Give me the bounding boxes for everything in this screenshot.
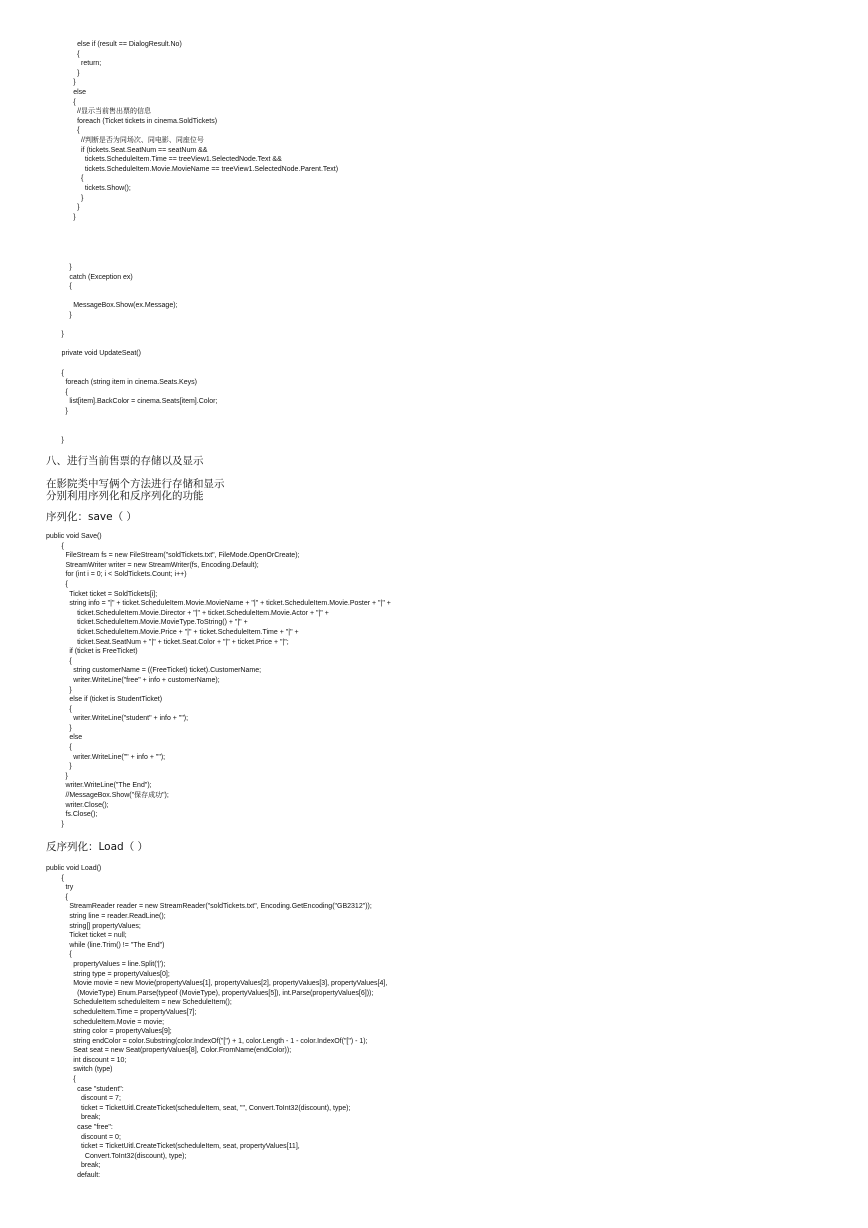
heading-save: 序列化：save（ ） [46,511,137,523]
code-text: else if (result == DialogResult.No) { return; } } else { //显示当前售出票的信息 foreach (Ticket tickets in cinema.SoldTickets) { //判断是否为同场次、同电影、同座位号 if (tickets.Seat.SeatNum == seatNum && tickets.ScheduleItem.Time == treeView1.SelectedNode.Text && tickets.ScheduleItem.Movie.MovieName == treeView1.SelectedNode.Parent.Text) { tickets.Show(); } } } [73,41,339,221]
code-text: public void Load() { try { StreamReader reader = new StreamReader("soldTickets.txt", Encoding.GetEncoding("GB2312")); string line = reader.ReadLine(); string[] propertyValues; Ticket ticket = null; while (line.Trim() != "The End") { propertyValues = line.Split('|'); string type = propertyValues[0]; Movie movie = new Movie(propertyValues[1], propertyValues[2], propertyValues[3], propertyValues[4], (MovieType) Enum.Parse(typeof (MovieType), propertyValues[5]), int.Parse(propertyValues[6])); ScheduleItem scheduleItem = new ScheduleItem(); scheduleItem.Time = propertyValues[7]; scheduleItem.Movie = movie; string color = propertyValues[9]; string endColor = color.Substring(color.IndexOf("[") + 1, color.Length - 1 - color.IndexOf("[") - 1); Seat seat = new Seat(propertyValues[8], Color.FromName(endColor)); int discount = 10; switch (type) { case "student": discount = 7; ticket = TicketUitl.CreateTicket(scheduleItem, seat, "", Convert.ToInt32(discount), type); break; case "free": discount = 0; ticket = TicketUitl.CreateTicket(scheduleItem, seat, propertyValues[11], Convert.ToInt32(discount), type); break; default: [46,865,388,1179]
code-block-save [46,532,868,829]
code-text: } catch (Exception ex) { MessageBox.Show(ex.Message); } } private void UpdateSeat() { foreach (string item in cinema.Seats.Keys) { list[item].BackColor = cinema.Seats[item].Color; } } [61,264,218,444]
code-block-update-seat [46,263,868,445]
code-block-load [46,864,868,1181]
section-heading-8: 八、进行当前售票的存储以及显示 [46,455,204,467]
heading-load: 反序列化：Load（ ） [46,841,149,853]
intro-line-2: 分别利用序列化和反序列化的功能 [46,490,204,502]
intro-line-1: 在影院类中写俩个方法进行存储和显示 [46,478,225,490]
code-block-click-handler-tail [46,40,868,222]
code-text: public void Save() { FileStream fs = new FileStream("soldTickets.txt", FileMode.OpenOrCreate); StreamWriter writer = new StreamWriter(fs, Encoding.Default); for (int i = 0; i < SoldTickets.Count; i++) { Ticket ticket = SoldTickets[i]; string info = "|" + ticket.ScheduleItem.Movie.MovieName + "|" + ticket.ScheduleItem.Movie.Poster + "|" + ticket.ScheduleItem.Movie.Director + "|" + ticket.ScheduleItem.Movie.Actor + "|" + ticket.ScheduleItem.Movie.MovieType.ToString() + "|" + ticket.ScheduleItem.Movie.Price + "|" + ticket.ScheduleItem.Time + "|" + ticket.Seat.SeatNum + "|" + ticket.Seat.Color + "|" + ticket.Price + "|"; if (ticket is FreeTicket) { string customerName = ((FreeTicket) ticket).CustomerName; writer.WriteLine("free" + info + customerName); } else if (ticket is StudentTicket) { writer.WriteLine("student" + info + ""); } else { writer.WriteLine("" + info + ""); } } writer.WriteLine("The End"); //MessageBox.Show("保存成功"); writer.Close(); fs.Close(); } [46,533,391,828]
